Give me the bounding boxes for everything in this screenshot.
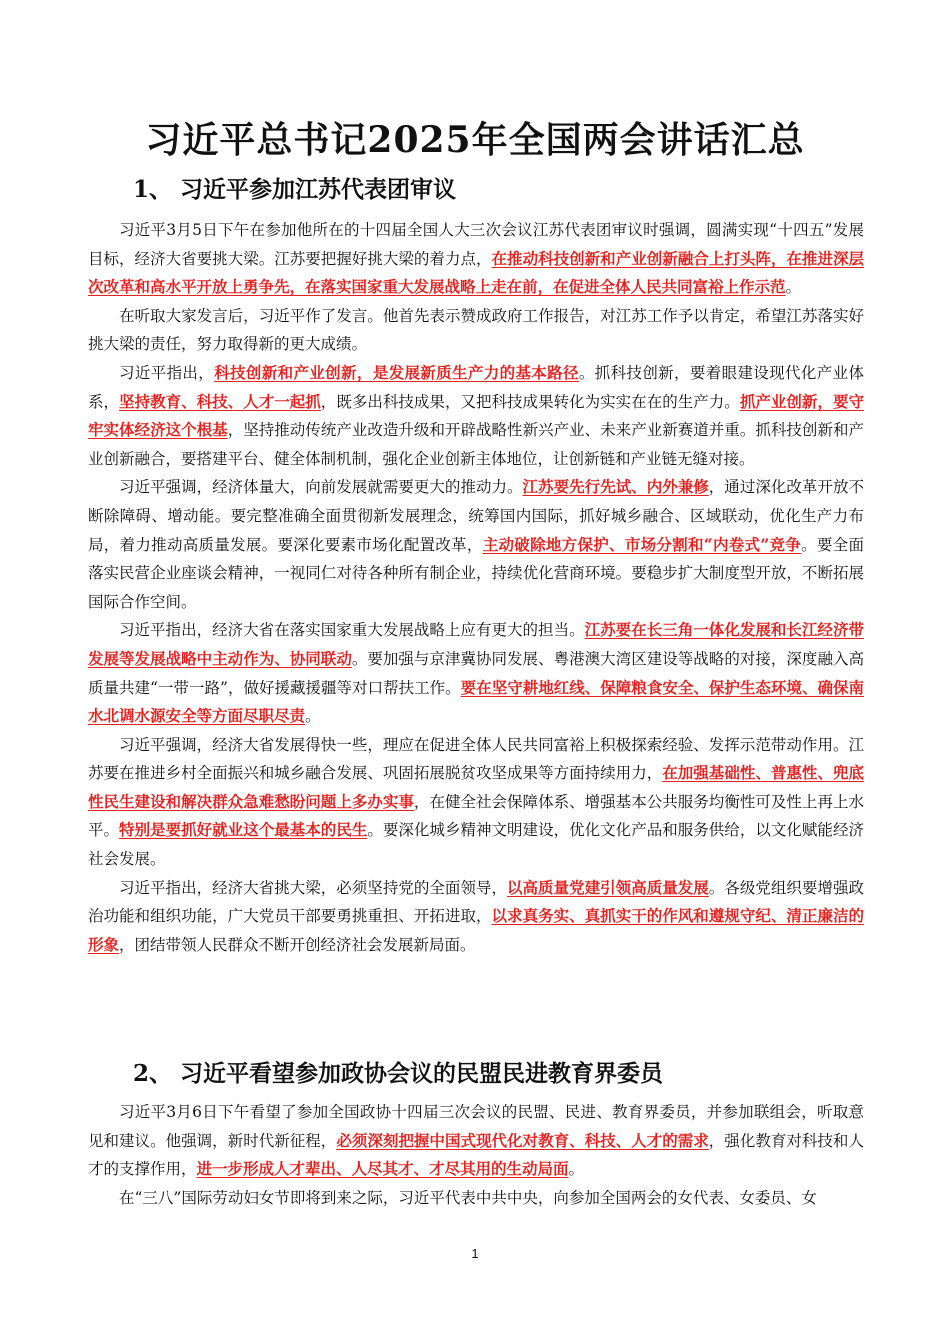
text-run: ，强化教育对科技和人才的支撑作用，	[88, 1131, 864, 1179]
highlighted-text: 必须深刻把握中国式现代化对教育、科技、人才的需求	[336, 1130, 709, 1150]
paragraph	[88, 359, 864, 473]
highlighted-text: 要在坚守耕地红线、保障粮食安全、保护生态环境、确保南水北调水源安全等方面尽职尽责	[88, 677, 864, 726]
text-run: 习近平指出，经济大省在落实国家重大发展战略上应有更大的担当。	[119, 621, 585, 640]
paragraph	[88, 874, 864, 960]
text-run: 。抓科技创新，要着眼建设现代化产业体系，	[88, 363, 864, 411]
text-run: 习近平强调，经济体量大，向前发展就需要更大的推动力。	[119, 478, 523, 497]
text-run: 。各级党组织要增强政治功能和组织功能，广大党员干部要勇挑重担、开拓进取，	[88, 878, 864, 926]
text-run: ，坚持推动传统产业改造升级和开辟战略性新兴产业、未来产业新赛道并重。抓科技创新和产业创新融合，要搭建平台、健全体制机制，强化企业创新主体地位，让创新链和产业链无缝对接。	[88, 421, 864, 468]
highlighted-text: 江苏要在长三角一体化发展和长江经济带发展等发展战略中主动作为、协同联动	[88, 620, 864, 668]
paragraph	[88, 1184, 864, 1213]
text-run: 。要深化城乡精神文明建设，优化文化产品和服务供给，以文化赋能经济社会发展。	[88, 821, 864, 869]
highlighted-text: 以高质量党建引领高质量发展	[507, 877, 709, 897]
section-body	[88, 216, 864, 959]
text-run: 习近平指出，经济大省挑大梁，必须坚持党的全面领导，	[119, 878, 508, 897]
highlighted-text: 在加强基础性、普惠性、兜底性民生建设和解决群众急难愁盼问题上多办实事	[88, 763, 864, 811]
text-run: 习近平指出，	[119, 363, 215, 382]
text-run: 。要加强与京津冀协同发展、粤港澳大湾区建设等战略的对接，深度融入高质量共建“一带一路”，做好援藏援疆等对口帮扶工作。	[88, 649, 864, 697]
text-run: 。	[305, 707, 321, 726]
highlighted-text: 江苏要先行先试、内外兼修	[522, 477, 709, 497]
highlighted-text: 科技创新和产业创新，是发展新质生产力的基本路径	[214, 362, 579, 382]
text-run: 。	[568, 1160, 585, 1179]
paragraph	[88, 616, 864, 730]
highlighted-text: 在推动科技创新和产业创新融合上打头阵，在推进深层次改革和高水平开放上勇争先，在落实国家重大发展战略上走在前，在促进全体人民共同富裕上作示范	[88, 248, 864, 297]
paragraph	[88, 731, 864, 874]
page-title: 习近平总书记2025年全国两会讲话汇总	[145, 119, 805, 161]
highlighted-text: 主动破除地方保护、市场分割和“内卷式”竞争	[482, 534, 802, 554]
text-run: 。	[785, 278, 802, 297]
text-run: ，在健全社会保障体系、增强基本公共服务均衡性可及性上再上水平。	[88, 792, 864, 840]
text-run: ，团结带领人民群众不断开创经济社会发展新局面。	[119, 935, 476, 954]
text-run: 。要全面落实民营企业座谈会精神，一视同仁对待各种所有制企业，持续优化营商环境。要稳步扩大制度型开放，不断拓展国际合作空间。	[88, 535, 864, 611]
page-number: 1	[471, 1246, 479, 1261]
paragraph	[88, 302, 864, 359]
text-run: 在“三八”国际劳动妇女节即将到来之际，习近平代表中共中央，向参加全国两会的女代表、女委员、女	[119, 1188, 817, 1207]
highlighted-text: 坚持教育、科技、人才一起抓	[119, 391, 321, 411]
highlighted-text: 进一步形成人才辈出、人尽其才、才尽其用的生动局面	[196, 1159, 569, 1179]
section-heading: 1、 习近平参加江苏代表团审议	[133, 176, 457, 203]
paragraph	[88, 1098, 864, 1184]
paragraph	[88, 216, 864, 302]
text-run: 习近平3月6日下午看望了参加全国政协十四届三次会议的民盟、民进、教育界委员，并参加联组会，听取意见和建议。他强调，新时代新征程，	[88, 1103, 864, 1150]
text-run: 在听取大家发言后，习近平作了发言。他首先表示赞成政府工作报告，对江苏工作予以肯定，希望江苏落实好挑大梁的责任，努力取得新的更大成绩。	[88, 306, 864, 354]
section-heading: 2、 习近平看望参加政协会议的民盟民进教育界委员	[133, 1060, 664, 1087]
text-run: ，既多出科技成果，又把科技成果转化为实实在在的生产力。	[320, 392, 740, 411]
section-body	[88, 1098, 864, 1212]
highlighted-text: 以求真务实、真抓实干的作风和遵规守纪、清正廉洁的形象	[88, 906, 864, 954]
paragraph	[88, 473, 864, 616]
text-run: 习近平3月5日下午在参加他所在的十四届全国人大三次会议江苏代表团审议时强调，圆满实现“十四五”发展目标，经济大省要挑大梁。江苏要把握好挑大梁的着力点，	[88, 221, 864, 268]
highlighted-text: 特别是要抓好就业这个最基本的民生	[119, 820, 368, 840]
text-run: ，通过深化改革开放不断除障碍、增动能。要完整准确全面贯彻新发展理念，统筹国内国际，抓好城乡融合、区域联动，优化生产力布局，着力推动高质量发展。要深化要素市场化配置改革，	[88, 478, 864, 554]
text-run: 习近平强调，经济大省发展得快一些，理应在促进全体人民共同富裕上积极探索经验、发挥示范带动作用。江苏要在推进乡村全面振兴和城乡融合发展、巩固拓展脱贫攻坚成果等方面持续用力，	[88, 735, 864, 783]
highlighted-text: 抓产业创新，要守牢实体经济这个根基	[88, 391, 864, 440]
